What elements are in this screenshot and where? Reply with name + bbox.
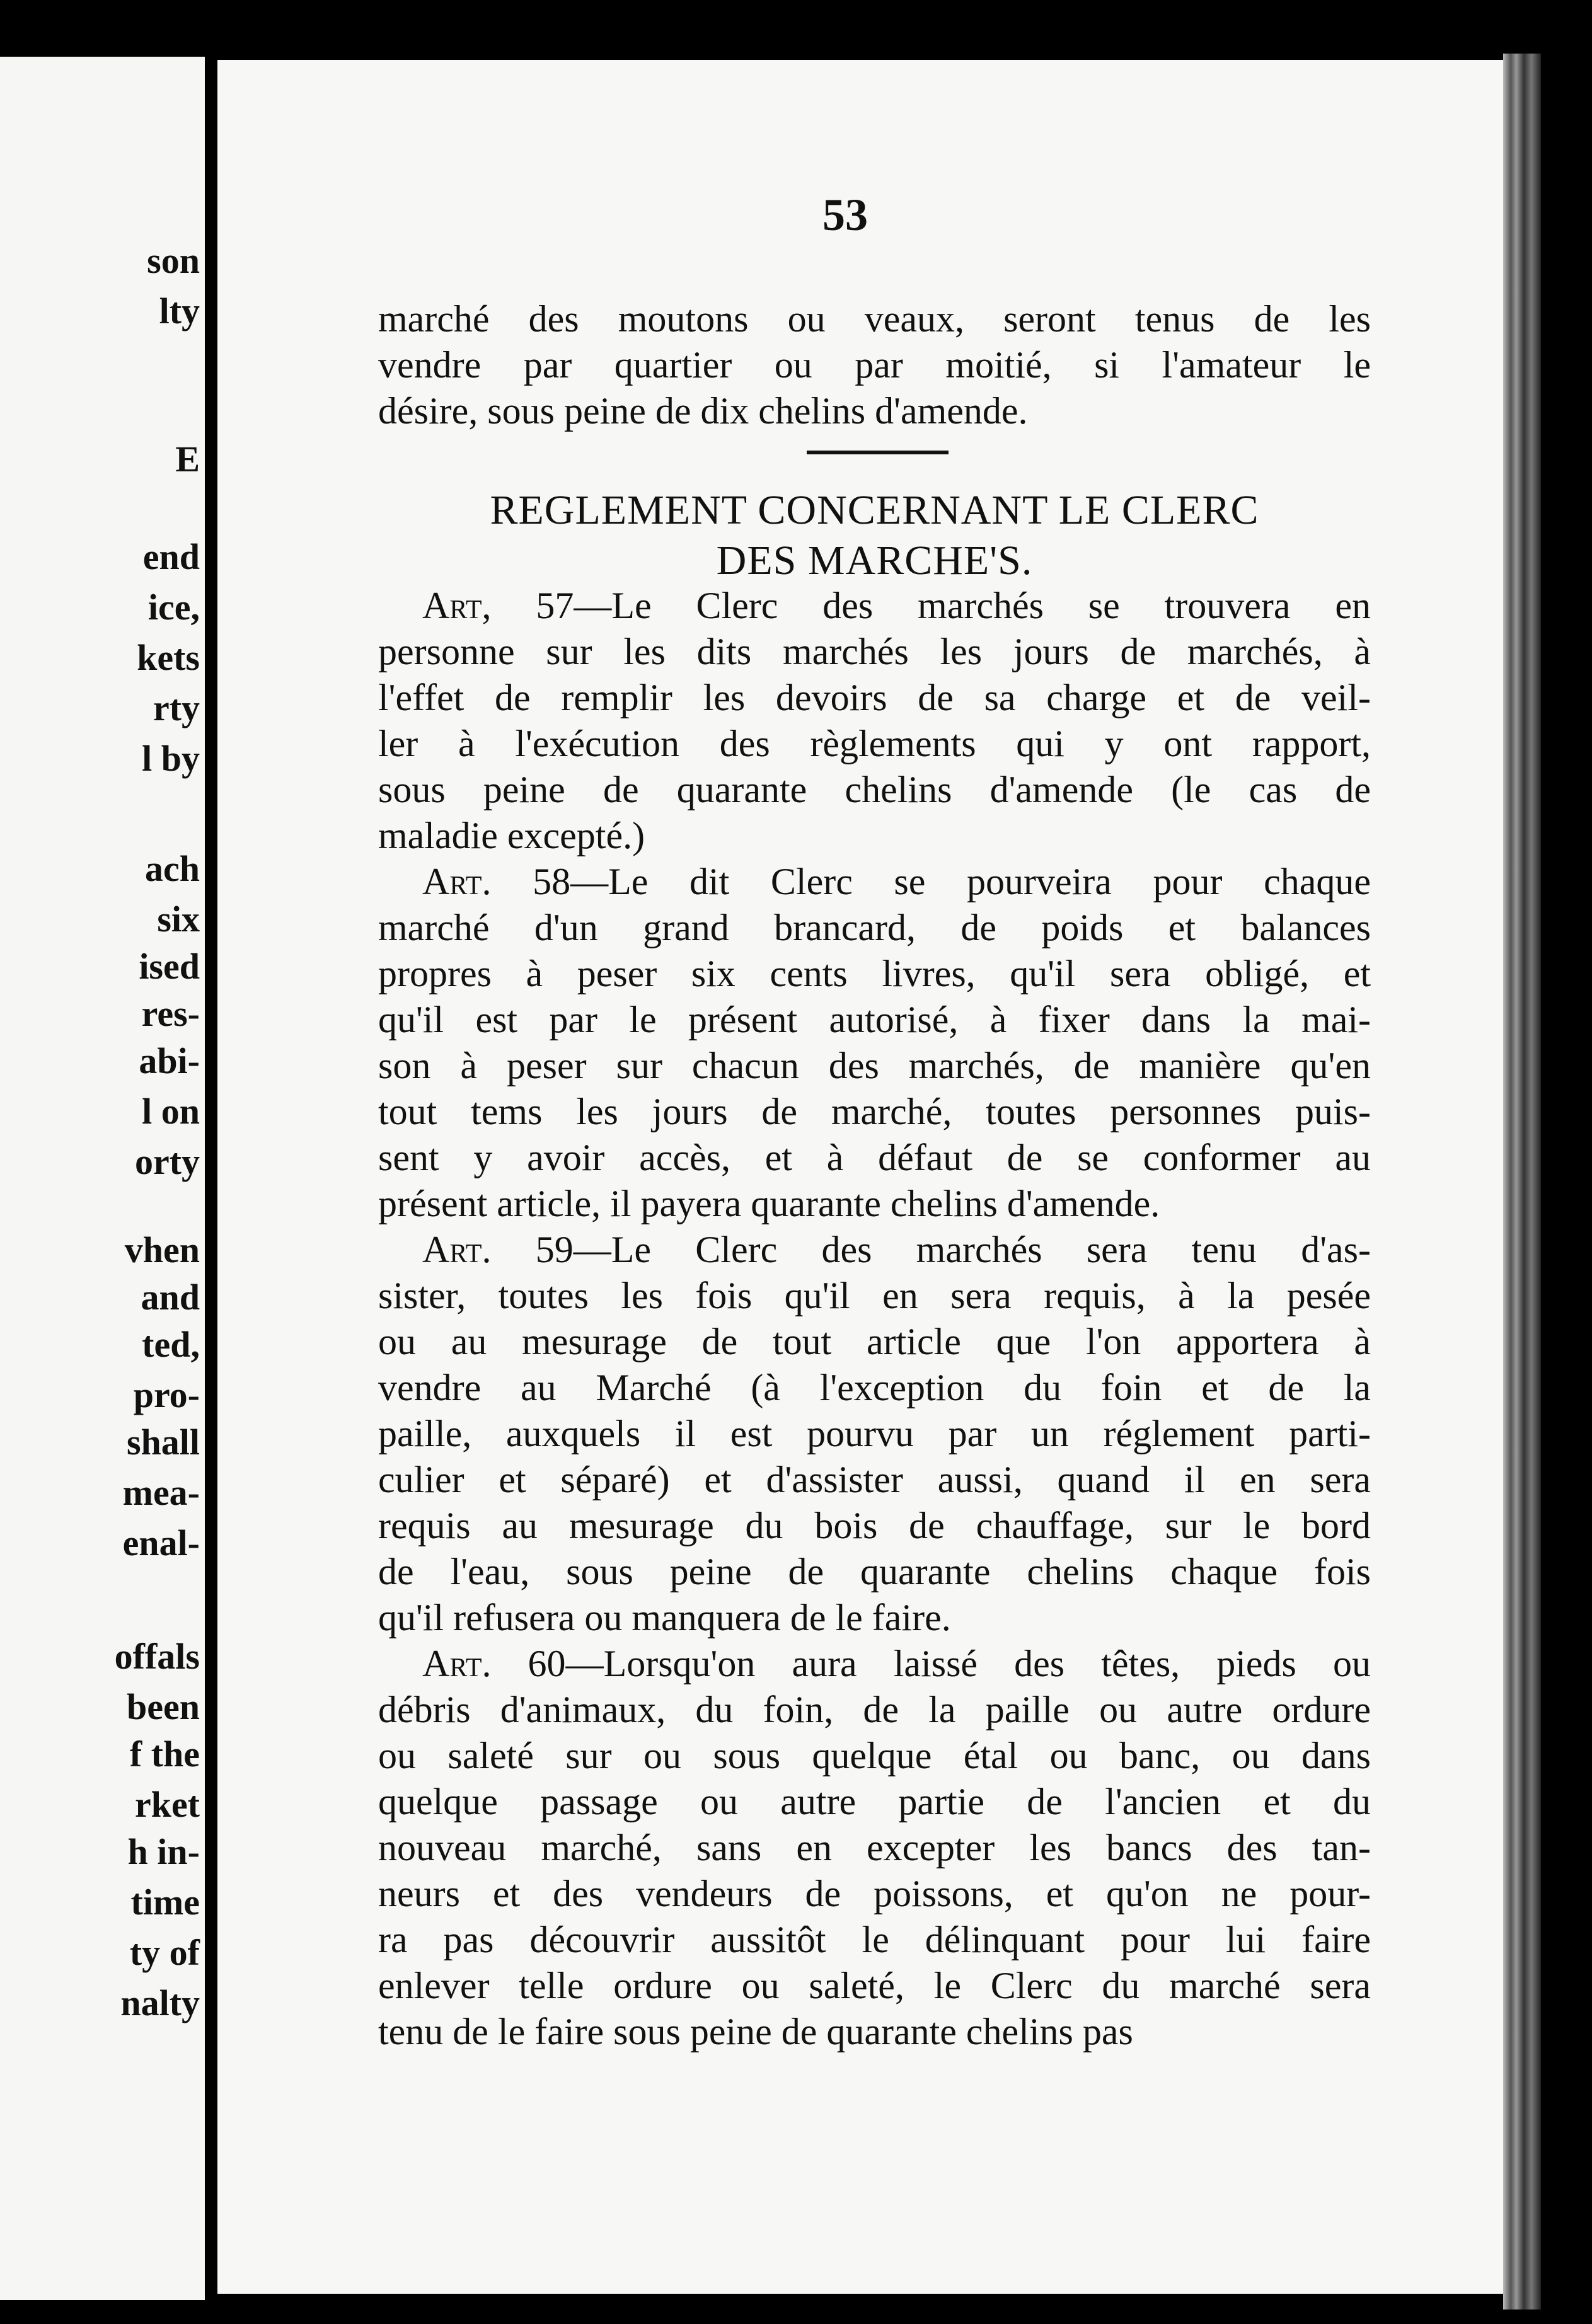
- text-line: désire, sous peine de dix chelins d'amende.: [378, 390, 1028, 432]
- fragment-line: end: [142, 536, 200, 577]
- fragment-line: mea-: [122, 1472, 200, 1513]
- text-line: enlever telle ordure ou saleté, le Clerc du marché sera: [378, 1965, 1371, 2006]
- page-edge: [1503, 54, 1541, 2310]
- text-line: quelque passage ou autre partie de l'ancien et du: [378, 1781, 1371, 1822]
- text-line: de l'eau, sous peine de quarante chelins chaque fois: [378, 1551, 1371, 1592]
- text-line: marché des moutons ou veaux, seront tenus de les: [378, 298, 1371, 340]
- fragment-line: ice,: [147, 587, 200, 628]
- section-heading: [378, 485, 1371, 586]
- articles-body: [378, 583, 1371, 2055]
- fragment-line: rket: [134, 1784, 200, 1825]
- fragment-line: kets: [137, 637, 200, 678]
- text-line: tout tems les jours de marché, toutes personnes puis-: [378, 1091, 1371, 1132]
- text-line: tenu de le faire sous peine de quarante chelins pas: [378, 2011, 1133, 2052]
- article-label: Art. 58: [422, 861, 571, 902]
- page-number: 53: [822, 190, 868, 240]
- text-line: maladie excepté.): [378, 815, 645, 856]
- fragment-line: pro-: [133, 1374, 200, 1415]
- article-label: Art. 60: [422, 1643, 566, 1684]
- text-line: sous peine de quarante chelins d'amende (le cas de: [378, 769, 1371, 810]
- fragment-line: time: [130, 1882, 200, 1923]
- text-line: neurs et des vendeurs de poissons, et qu'on ne pour-: [378, 1873, 1371, 1914]
- text-line: propres à peser six cents livres, qu'il sera obligé, et: [378, 953, 1371, 994]
- text-line: qu'il refusera ou manquera de le faire.: [378, 1597, 951, 1638]
- text-line: [378, 1641, 1371, 1687]
- text-line: son à peser sur chacun des marchés, de manière qu'en: [378, 1045, 1371, 1086]
- article-text: —Lorsqu'on aura laissé des têtes, pieds ou: [565, 1643, 1371, 1684]
- fragment-line: lty: [159, 290, 200, 331]
- fragment-line: abi-: [139, 1040, 200, 1081]
- text-line: paille, auxquels il est pourvu par un réglement parti-: [378, 1413, 1371, 1454]
- fragment-line: h in-: [127, 1831, 200, 1872]
- fragment-line: vhen: [124, 1229, 200, 1270]
- text-line: nouveau marché, sans en excepter les bancs des tan-: [378, 1827, 1371, 1868]
- text-line: sent y avoir accès, et à défaut de se conformer au: [378, 1137, 1371, 1178]
- fragment-line: nalty: [120, 1982, 200, 2023]
- fragment-line: f the: [129, 1734, 200, 1775]
- article: [378, 583, 1371, 859]
- fragment-line: six: [157, 899, 200, 940]
- article-text: —Le dit Clerc se pourveira pour chaque: [570, 861, 1371, 902]
- article-text: —Le Clerc des marchés sera tenu d'as-: [573, 1229, 1371, 1270]
- article-text: —Le Clerc des marchés se trouvera en: [574, 585, 1371, 626]
- text-line: [378, 859, 1371, 905]
- fragment-line: shall: [126, 1422, 200, 1463]
- top-paragraph: [378, 296, 1371, 434]
- article-label: Art. 59: [422, 1229, 574, 1270]
- facing-page-left: [0, 57, 205, 2300]
- fragment-line: son: [147, 240, 200, 281]
- fragment-line: l by: [142, 738, 200, 779]
- text-line: ra pas découvrir aussitôt le délinquant pour lui faire: [378, 1919, 1371, 1960]
- fragment-line: enal-: [122, 1522, 200, 1563]
- article: [378, 859, 1371, 1227]
- text-line: qu'il est par le présent autorisé, à fixer dans la mai-: [378, 999, 1371, 1040]
- section-divider: [807, 451, 949, 454]
- fragment-line: rty: [153, 687, 200, 728]
- text-line: personne sur les dits marchés les jours de marchés, à: [378, 631, 1371, 672]
- text-line: vendre au Marché (à l'exception du foin et de la: [378, 1367, 1371, 1408]
- text-line: ler à l'exécution des règlements qui y ont rapport,: [378, 723, 1371, 764]
- fragment-line: l on: [142, 1091, 200, 1132]
- text-line: culier et séparé) et d'assister aussi, quand il en sera: [378, 1459, 1371, 1500]
- fragment-line: ach: [145, 848, 200, 889]
- text-line: vendre par quartier ou par moitié, si l'amateur le: [378, 344, 1371, 386]
- heading-line: REGLEMENT CONCERNANT LE CLERC: [490, 487, 1259, 533]
- text-line: ou au mesurage de tout article que l'on apportera à: [378, 1321, 1371, 1362]
- fragment-line: ty of: [129, 1932, 200, 1973]
- text-line: requis au mesurage du bois de chauffage, sur le bord: [378, 1505, 1371, 1546]
- text-line: présent article, il payera quarante chelins d'amende.: [378, 1183, 1160, 1224]
- fragment-line: orty: [134, 1141, 200, 1182]
- text-line: [378, 1227, 1371, 1273]
- text-line: [378, 583, 1371, 629]
- fragment-line: and: [141, 1277, 200, 1318]
- fragment-line: offals: [114, 1636, 200, 1677]
- text-line: sister, toutes les fois qu'il en sera requis, à la pesée: [378, 1275, 1371, 1316]
- fragment-line: E: [175, 439, 200, 480]
- fragment-line: ised: [139, 946, 200, 987]
- fragment-line: been: [127, 1686, 200, 1727]
- article-label: Art, 57: [422, 585, 574, 626]
- fragment-line: res-: [141, 993, 200, 1034]
- article: [378, 1641, 1371, 2055]
- article: [378, 1227, 1371, 1641]
- text-line: ou saleté sur ou sous quelque étal ou banc, ou dans: [378, 1735, 1371, 1776]
- text-line: marché d'un grand brancard, de poids et balances: [378, 907, 1371, 948]
- heading-line: DES MARCHE'S.: [716, 538, 1033, 584]
- text-line: débris d'animaux, du foin, de la paille ou autre ordure: [378, 1689, 1371, 1730]
- fragment-line: ted,: [142, 1324, 200, 1365]
- text-line: l'effet de remplir les devoirs de sa charge et de veil-: [378, 677, 1371, 718]
